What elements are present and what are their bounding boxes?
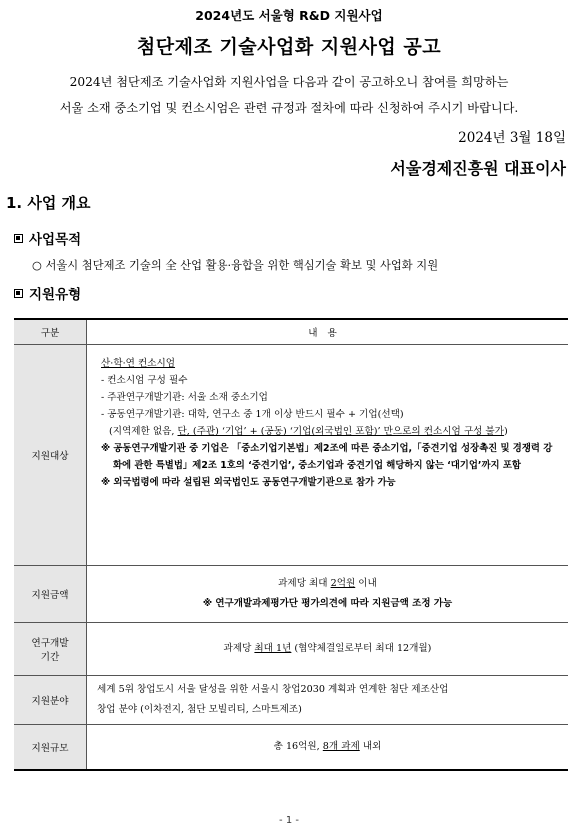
purpose-heading: [14, 228, 81, 248]
row-label-period-line-2: 기간: [40, 652, 60, 663]
row-label-field: 지원분야: [14, 676, 87, 725]
support-type-table: [14, 318, 568, 771]
row-label-scale: 지원규모: [14, 725, 87, 771]
field-line-1: 세계 5위 창업도시 서울 달성을 위한 서울시 창업2030 계획과 연계한 첨단 제조산업: [97, 684, 449, 695]
scale-prefix: 총 16억원,: [273, 741, 323, 752]
period-suffix: (협약체결일로부터 최대 12개월): [291, 643, 432, 654]
target-content: [87, 345, 569, 566]
row-label-period: [14, 623, 87, 676]
header-content: 내용: [87, 319, 569, 345]
table-row-target: [14, 345, 568, 566]
field-content: [87, 676, 569, 725]
table-row-scale: [14, 725, 568, 771]
amount-line-1: [87, 574, 568, 594]
support-type-heading: [14, 283, 81, 303]
scale-value: 8개 과제: [322, 741, 360, 752]
target-note-1: ※ 공동연구개발기관 중 기업은 「중소기업기본법」제2조에 따른 중소기업,「중견기업 성장촉진 및 경쟁력 강화에 관한 특별법」제2조 1호의 ‘중견기업’, 중소기업과 중견기업 해당하지 않는 ‘대기업’까지 포함: [101, 443, 553, 471]
table-header-row: [14, 319, 568, 345]
period-value: 최대 1년: [254, 643, 292, 654]
program-supertitle: 2024년도 서울형 R&D 지원사업: [195, 8, 383, 23]
section-1-title: 1. 사업 개요: [6, 194, 91, 212]
page-number: - 1 -: [279, 815, 299, 826]
target-line-4-prefix: (지역제한 없음,: [109, 426, 178, 437]
announcement-date: 2024년 3월 18일: [458, 130, 566, 146]
amount-suffix: 이내: [355, 578, 377, 589]
row-label-amount: 지원금액: [14, 566, 87, 623]
announcement-title: 첨단제조 기술사업화 지원사업 공고: [136, 36, 442, 58]
target-line-4-suffix: ): [503, 426, 508, 437]
amount-value: 2억원: [330, 578, 356, 589]
intro-line-2: 서울 소재 중소기업 및 컨소시엄은 관련 규정과 절차에 따라 신청하여 주시기 바랍니다.: [59, 101, 519, 115]
amount-prefix: 과제당 최대: [278, 578, 331, 589]
square-bullet-icon: [14, 289, 23, 298]
row-label-target: 지원대상: [14, 345, 87, 566]
intro-line-1: 2024년 첨단제조 기술사업화 지원사업을 다음과 같이 공고하오니 참여를 희망하는: [69, 75, 509, 89]
table-row-amount: [14, 566, 568, 623]
scale-content: [87, 725, 569, 771]
issuing-organization: 서울경제진흥원 대표이사: [390, 159, 566, 178]
amount-content: [87, 566, 569, 623]
field-line-2: 창업 분야 (이차전지, 첨단 모빌리티, 스마트제조): [97, 704, 302, 715]
target-line-4: [101, 423, 560, 440]
support-type-heading-text: 지원유형: [29, 287, 82, 303]
table-row-field: [14, 676, 568, 725]
scale-suffix: 내외: [359, 741, 382, 752]
row-label-period-line-1: 연구개발: [31, 638, 69, 649]
period-prefix: 과제당: [223, 643, 255, 654]
amount-note: ※ 연구개발과제평가단 평가의견에 따라 지원금액 조정 가능: [202, 598, 453, 609]
target-line-4-restriction: 단, (주관) ‘기업’ + (공동) ‘기업(외국법인 포함)’ 만으로의 컨소시엄 구성 불가: [177, 426, 504, 437]
target-line-1: - 컨소시엄 구성 필수: [101, 375, 188, 386]
target-note-2: ※ 외국법령에 따라 설립된 외국법인도 공동연구개발기관으로 참가 가능: [101, 477, 396, 488]
table-row-period: [14, 623, 568, 676]
purpose-heading-text: 사업목적: [29, 232, 82, 248]
target-line-2: - 주관연구개발기관: 서울 소재 중소기업: [101, 392, 268, 403]
period-content: [87, 623, 569, 676]
target-line-3: - 공동연구개발기관: 대학, 연구소 중 1개 이상 반드시 필수 + 기업(선택): [101, 409, 404, 420]
square-bullet-icon: [14, 234, 23, 243]
target-head: 산·학·연 컨소시엄: [101, 358, 176, 369]
purpose-text: ○ 서울시 첨단제조 기술의 全 산업 활용·융합을 위한 핵심기술 확보 및 사업화 지원: [32, 259, 439, 272]
header-category: 구분: [14, 319, 87, 345]
